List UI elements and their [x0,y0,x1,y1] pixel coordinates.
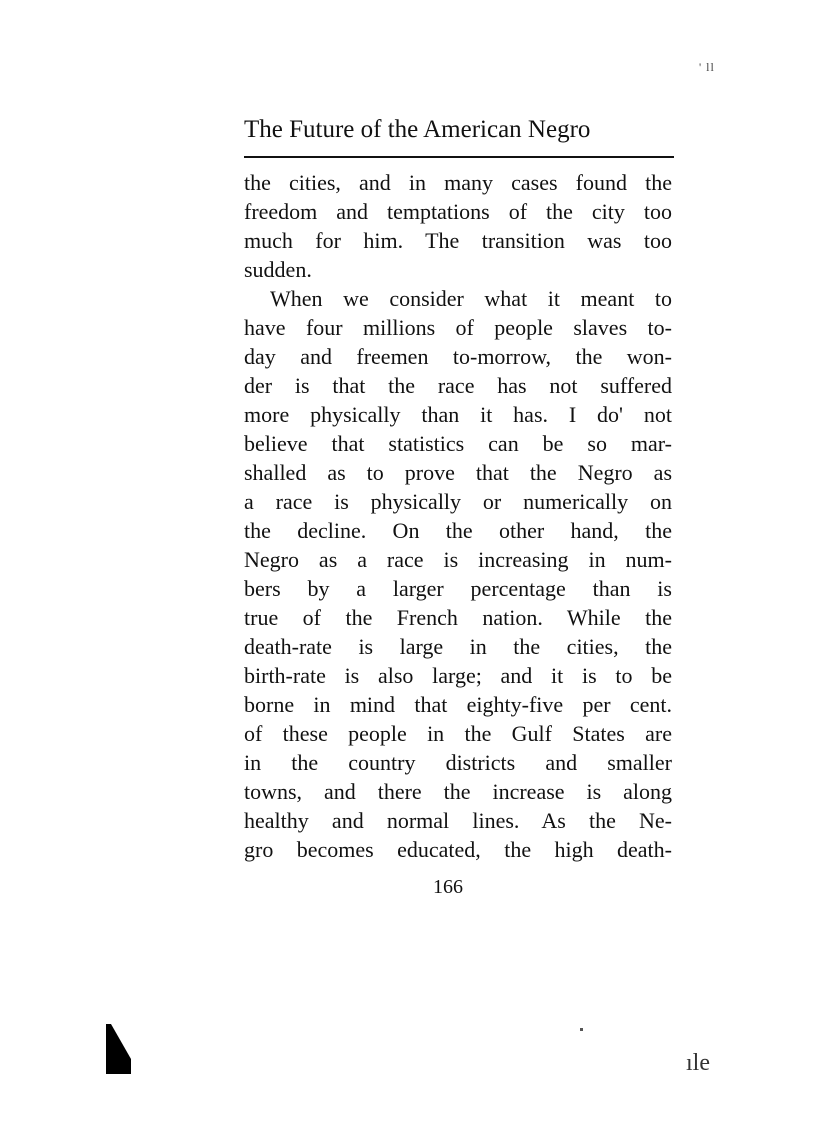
text-line: sudden. [244,257,312,282]
text-line: death-rate is large in the cities, the [244,634,672,659]
text-line: a race is physically or numerically on [244,489,672,514]
text-line: borne in mind that eighty-five per cent. [244,692,672,717]
text-line: believe that statistics can be so mar- [244,431,672,456]
text-line: have four millions of people slaves to- [244,315,672,340]
head-rule [244,156,674,158]
scan-edge-shadow [106,1024,131,1074]
text-line: much for him. The transition was too [244,228,672,253]
text-line: bers by a larger percentage than is [244,576,672,601]
text-line: towns, and there the increase is along [244,779,672,804]
corner-mark-top: ' ll [699,60,715,74]
scan-dot [580,1028,583,1031]
text-line: the decline. On the other hand, the [244,518,672,543]
text-line: more physically than it has. I do' not [244,402,672,427]
running-head: The Future of the American Negro [244,116,591,143]
text-line: day and freemen to-morrow, the won- [244,344,672,369]
text-line: der is that the race has not suffered [244,373,672,398]
text-line: shalled as to prove that the Negro as [244,460,672,485]
corner-mark-bottom: ıle [686,1050,710,1076]
text-line: birth-rate is also large; and it is to be [244,663,672,688]
text-line: healthy and normal lines. As the Ne- [244,808,672,833]
text-line: the cities, and in many cases found the [244,170,672,195]
text-line: in the country districts and smaller [244,750,672,775]
text-line: true of the French nation. While the [244,605,672,630]
text-line: of these people in the Gulf States are [244,721,672,746]
text-line: When we consider what it meant to [270,286,672,311]
text-line: gro becomes educated, the high death- [244,837,672,862]
text-line: Negro as a race is increasing in num- [244,547,672,572]
body-text [244,168,672,864]
page-number: 166 [433,876,463,898]
text-line: freedom and temptations of the city too [244,199,672,224]
